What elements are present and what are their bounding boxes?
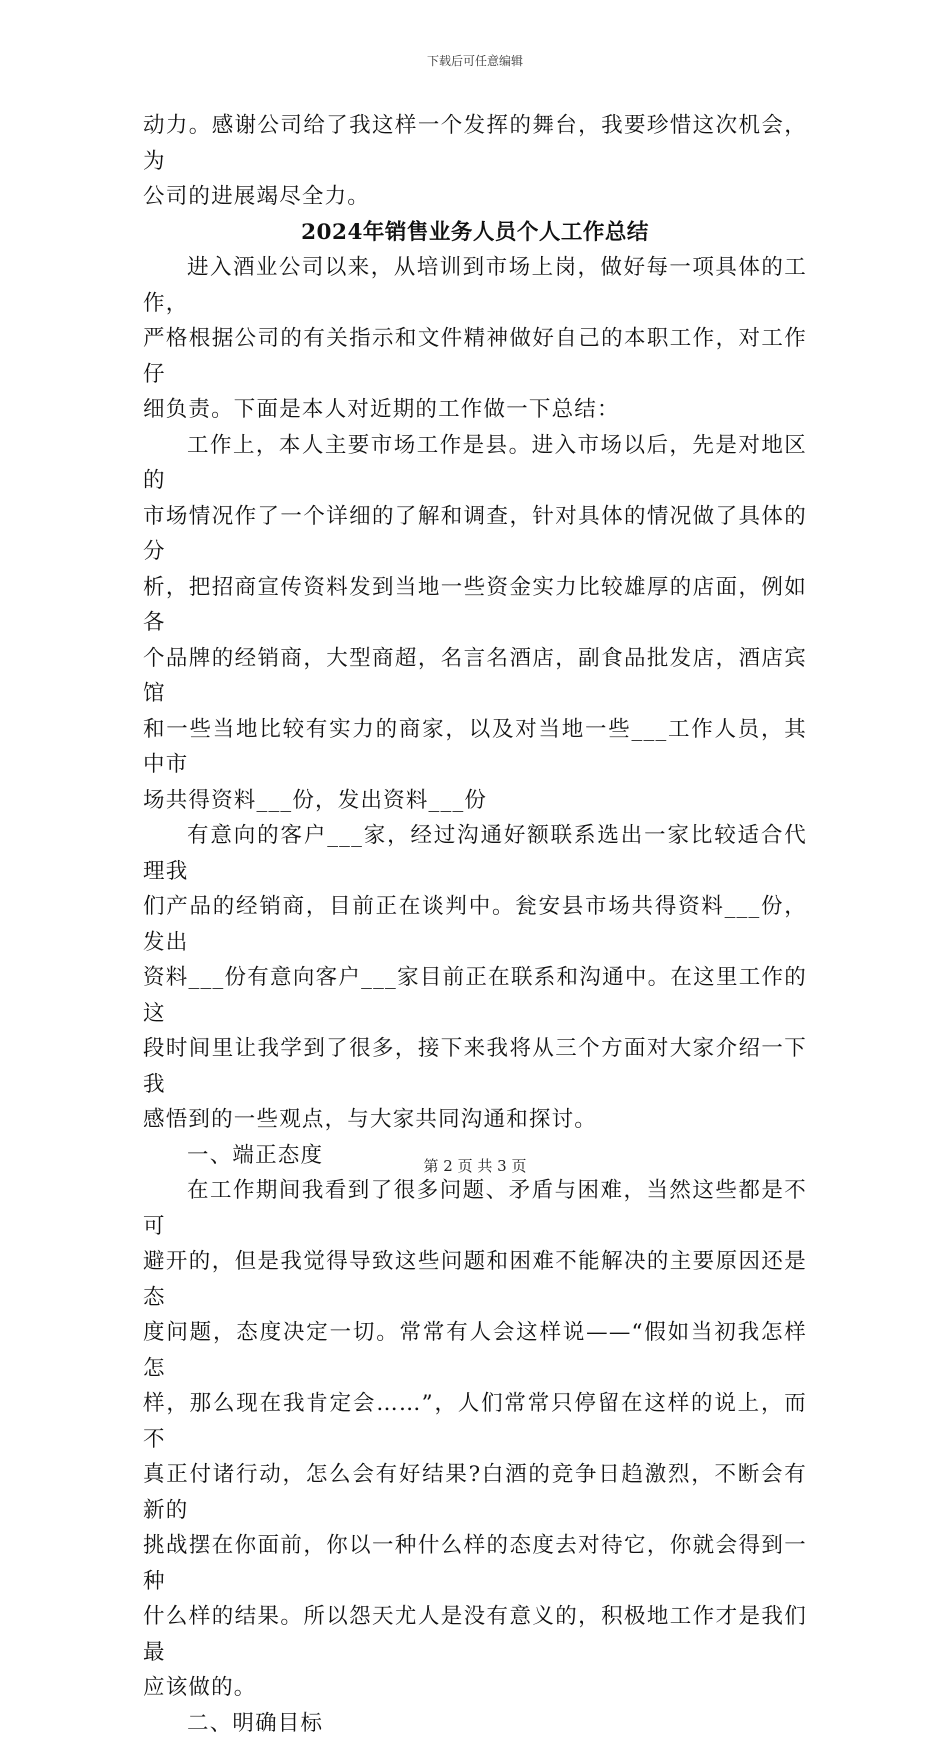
document-body [143, 108, 807, 1741]
section-heading-attitude: 一、端正态度 [143, 1138, 807, 1174]
page-number: 第 2 页 共 3 页 [0, 1156, 950, 1176]
paragraph-attitude: 在工作期间我看到了很多问题、矛盾与困难，当然这些都是不可 避开的，但是我觉得导致这些问题和困难不能解决的主要原因还是态 度问题，态度决定一切。常常有人会这样说——“假如当初我怎样怎 样，那么现在我肯定会……”，人们常常只停留在这样的说上，而不 真正付诸行动，怎么会有好结果?白酒的竞争日趋激烈，不断会有新的 挑战摆在你面前，你以一种什么样的态度去对待它，你就会得到一种 什么样的结果。所以怨天尤人是没有意义的，积极地工作才是我们最 应该做的。 [143, 1173, 807, 1706]
paragraph-market-work: 工作上，本人主要市场工作是县。进入市场以后，先是对地区的 市场情况作了一个详细的了解和调查，针对具体的情况做了具体的分 析，把招商宣传资料发到当地一些资金实力比较雄厚的店面，例如各 个品牌的经销商，大型商超，名言名酒店，副食品批发店，酒店宾馆 和一些当地比较有实力的商家，以及对当地一些___工作人员，其中市 场共得资料___份，发出资料___份 [143, 428, 807, 819]
continued-paragraph: 动力。感谢公司给了我这样一个发挥的舞台，我要珍惜这次机会，为 公司的进展竭尽全力。 [143, 108, 807, 215]
paragraph-intro: 进入酒业公司以来，从培训到市场上岗，做好每一项具体的工作， 严格根据公司的有关指示和文件精神做好自己的本职工作，对工作仔 细负责。下面是本人对近期的工作做一下总结： [143, 250, 807, 428]
paragraph-customers: 有意向的客户___家，经过沟通好额联系选出一家比较适合代理我 们产品的经销商，目前正在谈判中。瓮安县市场共得资料___份，发出 资料___份有意向客户___家目前正在联系和沟通中。在这里工作的这 段时间里让我学到了很多，接下来我将从三个方面对大家介绍一下我 感悟到的一些观点，与大家共同沟通和探讨。 [143, 818, 807, 1138]
document-title: 2024年销售业务人员个人工作总结 [143, 215, 807, 251]
page-header-note: 下载后可任意编辑 [0, 53, 950, 69]
section-heading-goals: 二、明确目标 [143, 1706, 807, 1741]
